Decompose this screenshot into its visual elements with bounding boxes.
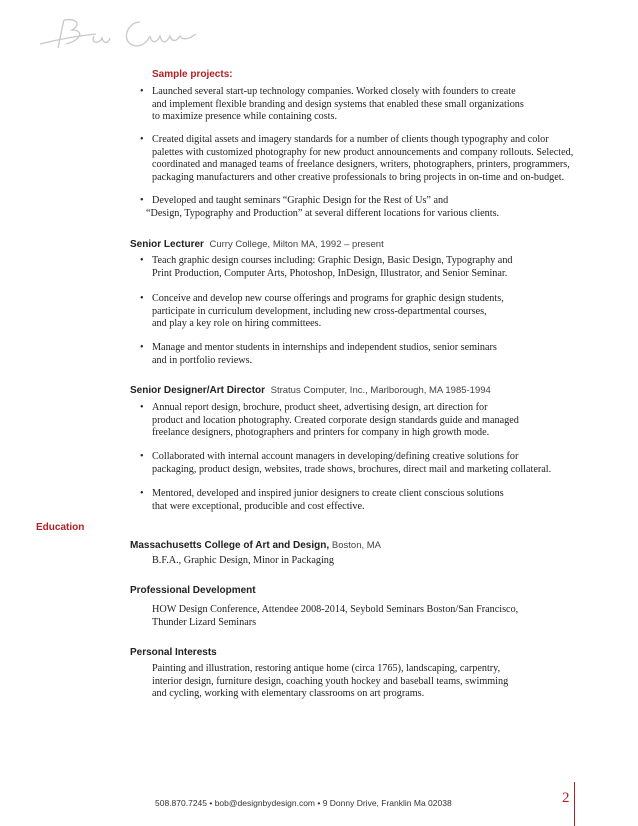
sample-projects-list-2 <box>138 134 598 184</box>
sample-projects-list <box>138 86 578 124</box>
footer-divider <box>574 782 575 826</box>
degree: B.F.A., Graphic Design, Minor in Packaging <box>152 555 334 566</box>
list-item: • Conceive and develop new course offerings and programs for graphic design students, participate in curriculum development, including new cross-departmental courses, and play a key role on hiring committees. <box>138 293 578 331</box>
list-item: • Collaborated with internal account managers in developing/defining creative solutions for packaging, product design, websites, trade shows, brochures, direct mail and marketing collateral. <box>138 451 598 476</box>
job-title: Senior Lecturer <box>130 239 204 250</box>
professional-development-text: HOW Design Conference, Attendee 2008-2014, Seybold Seminars Boston/San Francisco, Thunder Lizard Seminars <box>152 604 519 628</box>
sample-projects-label: Sample projects: <box>152 69 233 80</box>
job1-list-3 <box>138 342 578 367</box>
list-item: • Developed and taught seminars “Graphic Design for the Rest of Us” and “Design, Typography and Production” at several different locations for various clients. <box>138 195 578 220</box>
personal-interests-label: Personal Interests <box>130 647 217 658</box>
page-number: 2 <box>562 790 570 806</box>
personal-interests-text: Painting and illustration, restoring antique home (circa 1765), landscaping, carpentry, interior design, furniture design, coaching youth hockey and baseball teams, swimming and cycling, working with elementary classrooms on art programs. <box>152 663 509 700</box>
list-item: • Annual report design, brochure, product sheet, advertising design, art direction for product and location photography. Created corporate design standards guide and managed freelance designers, photographers and printers for company in high growth mode. <box>138 402 588 440</box>
list-item: • Manage and mentor students in internships and independent studios, senior seminars and in portfolio reviews. <box>138 342 578 367</box>
list-item: • Teach graphic design courses including: Graphic Design, Basic Design, Typography and Print Production, Computer Arts, Photoshop, InDesign, Illustrator, and Senior Seminar. <box>138 255 578 280</box>
job-title: Senior Designer/Art Director <box>130 385 266 396</box>
job2-list-3 <box>138 488 588 513</box>
job-meta: Curry College, Milton MA, 1992 – present <box>209 239 384 250</box>
job-meta: Stratus Computer, Inc., Marlborough, MA 1985-1994 <box>270 385 491 396</box>
job1-list-1 <box>138 255 578 280</box>
professional-development-label: Professional Development <box>130 585 256 596</box>
job-header-senior-lecturer <box>130 239 384 250</box>
signature-logo <box>36 14 206 54</box>
list-item: • Launched several start-up technology companies. Worked closely with founders to create and implement flexible branding and design systems that enabled these small organizations to maximize presence while containing costs. <box>138 86 578 124</box>
school-header <box>130 540 381 551</box>
school-name: Massachusetts College of Art and Design, <box>130 540 330 551</box>
sample-projects-list-3 <box>138 195 578 220</box>
job1-list-2 <box>138 293 578 331</box>
education-section-label: Education <box>36 522 85 533</box>
footer-contact: 508.870.7245 • bob@designbydesign.com • 9 Donny Drive, Franklin Ma 02038 <box>155 798 452 808</box>
job2-list-2 <box>138 451 598 476</box>
school-location: Boston, MA <box>331 540 382 551</box>
list-item: • Created digital assets and imagery standards for a number of clients though typography and color palettes with customized photography for new product announcements and company rollouts. Selected, coordinated and managed teams of freelance designers, writers, photographers, printers, programmers, packaging manufacturers and other creative professionals to bring projects in on-time and on-budget. <box>138 134 598 184</box>
job-header-senior-designer <box>130 385 491 396</box>
list-item: • Mentored, developed and inspired junior designers to create client conscious solutions that were exceptional, producible and cost effective. <box>138 488 588 513</box>
job2-list-1 <box>138 402 588 440</box>
